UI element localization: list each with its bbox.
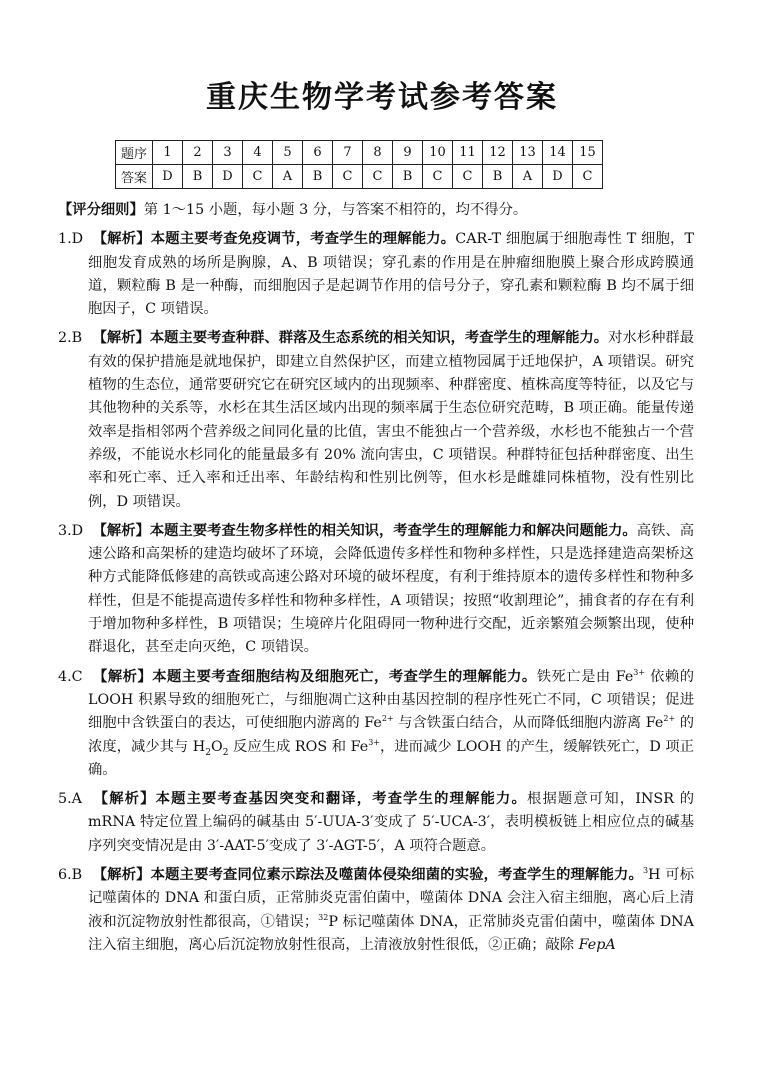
answer-cell: D — [213, 165, 243, 189]
answer-cell: D — [153, 165, 183, 189]
analysis-tag: 【解析】 — [92, 522, 150, 539]
question-number-cell: 11 — [453, 141, 483, 165]
answer-cell: C — [453, 165, 483, 189]
answer-cell: A — [273, 165, 303, 189]
question-number-cell: 6 — [303, 141, 333, 165]
answer-cell: B — [183, 165, 213, 189]
question-lead: 本题主要考查同位素示踪法及噬菌体侵染细菌的实验，考查学生的理解能力。 — [150, 867, 643, 884]
question-number-cell: 1 — [153, 141, 183, 165]
question-lead: 本题主要考查细胞结构及细胞死亡，考查学生的理解能力。 — [152, 668, 537, 685]
answer-cell: C — [573, 165, 603, 189]
question-number-cell: 10 — [423, 141, 453, 165]
answer-cell: C — [243, 165, 273, 189]
question-number-cell: 14 — [543, 141, 573, 165]
question-number: 2.B — [58, 330, 83, 347]
question-text: CAR-T 细胞属于细胞毒性 T 细胞，T 细胞发育成熟的场所是胸腺，A、B 项错误；穿孔素的作用是在肿瘤细胞膜上聚合形成跨膜通道，颗粒酶 B 是一种酶，而细胞因子是起调节作用的信号分子，穿孔素和颗粒酶 B 均不属于细胞因子，C 项错误。 — [88, 231, 695, 318]
answer-cell: C — [333, 165, 363, 189]
answer-cell: A — [513, 165, 543, 189]
question-lead: 本题主要考查种群、群落及生态系统的相关知识，考查学生的理解能力。 — [149, 330, 609, 347]
question-6 — [58, 864, 695, 957]
question-1 — [58, 228, 695, 321]
question-number-row — [116, 141, 603, 165]
question-text: 铁死亡是由 $Fe^{3+}$ 依赖的 LOOH 积累导致的细胞死亡，与细胞凋亡这种由基因控制的程序性死亡不同，C 项错误；促进细胞中含铁蛋白的表达，可使细胞内游离的 $Fe^{2+}$ 与含铁蛋白结合，从而降低细胞内游离 $Fe^{2+}$ 的浓度，减少其与 $H_2O_2$ 反应生成 ROS 和 $Fe^{3+}$，进而减少 LOOH 的产生，缓解铁死亡，D 项正确。 — [88, 667, 695, 778]
question-text: 对水杉种群最有效的保护措施是就地保护，即建立自然保护区，而建立植物园属于迁地保护，A 项错误。研究植物的生态位，通常要研究它在研究区域内的出现频率、种群密度、植株高度等特征，以及它与其他物种的关系等，水杉在其生活区域内出现的频率属于生态位研究范畴，B 项正确。能量传递效率是指相邻两个营养级之间同化量的比值，害虫不能独占一个营养级，水杉也不能独占一个营养级，不能说水杉同化的能量最多有 20% 流向害虫，C 项错误。种群特征包括种群密度、出生率和死亡率、迁入率和迁出率、年龄结构和性别比例等，但水杉是雌雄同株植物，没有性别比例，D 项错误。 — [88, 330, 695, 510]
answer-cell: D — [543, 165, 573, 189]
answer-cell: B — [393, 165, 423, 189]
question-number: 3.D — [58, 522, 84, 539]
answer-table — [115, 140, 603, 189]
analysis-tag: 【解析】 — [92, 231, 151, 248]
question-number-cell: 4 — [243, 141, 273, 165]
question-4 — [58, 666, 695, 782]
question-number-cell: 5 — [273, 141, 303, 165]
question-number-cell: 12 — [483, 141, 513, 165]
question-number-cell: 2 — [183, 141, 213, 165]
question-number-cell: 3 — [213, 141, 243, 165]
analysis-tag: 【解析】 — [93, 791, 156, 808]
analysis-tag: 【解析】 — [93, 668, 153, 685]
question-number-cell: 7 — [333, 141, 363, 165]
question-number: 6.B — [58, 867, 83, 884]
question-number-cell: 15 — [573, 141, 603, 165]
question-lead: 本题主要考查免疫调节，考查学生的理解能力。 — [150, 231, 456, 248]
answer-cell: B — [303, 165, 333, 189]
analysis-tag: 【解析】 — [92, 867, 151, 884]
answer-cell: C — [423, 165, 453, 189]
answer-cell: C — [363, 165, 393, 189]
question-lead: 本题主要考查基因突变和翻译，考查学生的理解能力。 — [155, 791, 527, 808]
answer-cell: B — [483, 165, 513, 189]
question-number: 4.C — [58, 668, 83, 685]
question-number-cell: 9 — [393, 141, 423, 165]
question-number-cell: 8 — [363, 141, 393, 165]
row-label-answer: 答案 — [116, 165, 153, 189]
question-number: 5.A — [58, 791, 82, 808]
scoring-rule-text: 第 1～15 小题，每小题 3 分，与答案不相符的，均不得分。 — [143, 202, 528, 218]
scoring-rule — [58, 199, 694, 222]
row-label-number: 题序 — [116, 141, 153, 165]
scoring-rule-tag: 【评分细则】 — [58, 202, 144, 218]
question-number: 1.D — [58, 231, 84, 248]
explanations — [58, 199, 695, 963]
question-text: 根据题意可知，INSR 的 mRNA 特定位置上编码的碱基由 5′-UUA-3′变成了 5′-UCA-3′，表明模板链上相应位点的碱基序列突变情况是由 3′-AAT-5′变成了 3′-AGT-5′，A 项符合题意。 — [88, 791, 695, 854]
question-3 — [58, 520, 695, 660]
question-text: $^3$H 可标记噬菌体的 DNA 和蛋白质，正常肺炎克雷伯菌中，噬菌体 DNA 会注入宿主细胞，离心后上清液和沉淀物放射性都很高，①错误；$^{32}$P 标记噬菌体 DNA，正常肺炎克雷伯菌中，噬菌体 DNA 注入宿主细胞，离心后沉淀物放射性很高，上清液放射性很低，②正确；敲除 FepA — [88, 866, 695, 953]
question-5 — [58, 788, 695, 858]
question-2 — [58, 327, 695, 513]
question-text: 高铁、高速公路和高架桥的建造均破坏了环境，会降低遗传多样性和物种多样性，只是选择建造高架桥这种方式能降低修建的高铁或高速公路对环境的破坏程度，有利于维持原本的遗传多样性和物种多样性，但是不能提高遗传多样性和物种多样性，A 项错误；按照“收割理论”，捕食者的存在有利于增加物种多样性，B 项错误；生境碎片化阻碍同一物种进行交配，近亲繁殖会频繁出现，使种群退化，甚至走向灭绝，C 项错误。 — [88, 522, 695, 656]
answer-row — [116, 165, 603, 189]
question-lead: 本题主要考查生物多样性的相关知识，考查学生的理解能力和解决问题能力。 — [149, 522, 637, 539]
question-number-cell: 13 — [513, 141, 543, 165]
analysis-tag: 【解析】 — [92, 330, 150, 347]
page-title: 重庆生物学考试参考答案 — [206, 80, 558, 115]
